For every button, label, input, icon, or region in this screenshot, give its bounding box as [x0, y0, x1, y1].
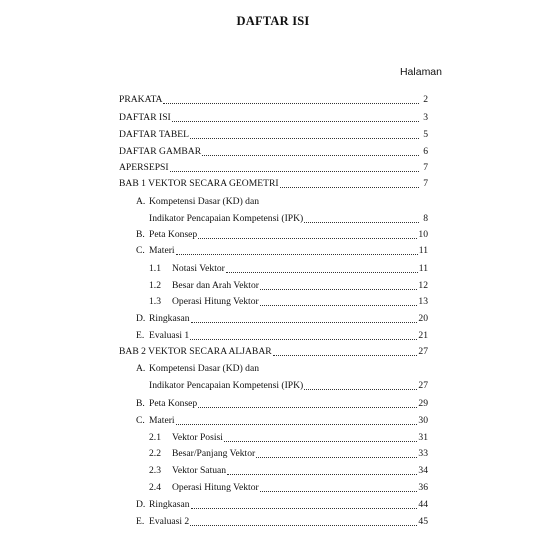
toc-entry-number: D.: [136, 499, 146, 510]
toc-entry-number: A.: [136, 196, 146, 207]
toc-entry-page: 8: [423, 213, 428, 224]
toc-entry-label: Materi: [149, 245, 175, 256]
toc-entry[interactable]: [136, 413, 428, 427]
toc-entry-page: 13: [418, 296, 428, 307]
toc-entry-label: DAFTAR ISI: [119, 112, 171, 123]
toc-entry-page: 6: [423, 146, 428, 157]
toc-entry[interactable]: [136, 361, 428, 375]
toc-entry-number: B.: [136, 398, 145, 409]
toc-entry-number: 2.1: [149, 432, 161, 443]
toc-entry-page: 2: [423, 94, 428, 105]
toc-entry-page: 11: [418, 263, 428, 274]
toc-entry[interactable]: [136, 243, 428, 257]
toc-entry-number: 2.4: [149, 482, 161, 493]
toc-entry-label: Evaluasi 2: [149, 516, 190, 527]
toc-entry-number: E.: [136, 330, 145, 341]
toc-entry[interactable]: [136, 227, 428, 241]
toc-entry[interactable]: [149, 480, 428, 494]
toc-entry-label: BAB 1 VEKTOR SECARA GEOMETRI: [119, 178, 279, 189]
toc-entry[interactable]: [119, 176, 428, 190]
toc-entry[interactable]: [149, 278, 428, 292]
toc-entry[interactable]: [136, 194, 428, 208]
toc-entry-page: 3: [423, 112, 428, 123]
toc-entry-page: 7: [423, 178, 428, 189]
toc-entry-label: Indikator Pencapaian Kompetensi (IPK): [149, 380, 304, 391]
toc-entry-number: 1.1: [149, 263, 161, 274]
toc-entry-page: 36: [418, 482, 428, 493]
toc-entry-page: 30: [418, 415, 428, 426]
toc-entry[interactable]: [119, 344, 428, 358]
toc-entry[interactable]: [149, 463, 428, 477]
toc-entry-page: 11: [418, 245, 428, 256]
toc-entry-label: BAB 2 VEKTOR SECARA ALJABAR: [119, 346, 272, 357]
toc-entry-label: Operasi Hitung Vektor: [172, 296, 259, 307]
toc-entry[interactable]: [149, 294, 428, 308]
page-title: DAFTAR ISI: [236, 14, 310, 28]
toc-entry-page: 27: [418, 380, 428, 391]
toc-entry[interactable]: [149, 430, 428, 444]
toc-entry-number: A.: [136, 363, 146, 374]
toc-entry-label: Peta Konsep: [149, 398, 198, 409]
toc-entry-page: 10: [418, 229, 428, 240]
toc-entry-number: B.: [136, 229, 145, 240]
toc-entry-page: 21: [418, 330, 428, 341]
toc-entry[interactable]: [149, 261, 428, 275]
toc-entry-page: 7: [423, 162, 428, 173]
page-column-label: Halaman: [399, 66, 442, 78]
toc-entry-page: 29: [418, 398, 428, 409]
toc-entry[interactable]: [136, 311, 428, 325]
toc-entry[interactable]: [119, 92, 428, 106]
toc-entry[interactable]: [149, 378, 428, 392]
toc-entry-label: Notasi Vektor: [172, 263, 225, 274]
toc-entry[interactable]: [119, 144, 428, 158]
toc-entry[interactable]: [149, 446, 428, 460]
toc-entry-label: Operasi Hitung Vektor: [172, 482, 259, 493]
toc-entry-page: 31: [418, 432, 428, 443]
toc-entry-label: PRAKATA: [119, 94, 163, 105]
toc-entry-number: 1.2: [149, 280, 161, 291]
toc-entry-number: C.: [136, 245, 145, 256]
toc-entry-label: Kompetensi Dasar (KD) dan: [149, 363, 260, 374]
toc-entry-label: Kompetensi Dasar (KD) dan: [149, 196, 260, 207]
toc-entry-label: Materi: [149, 415, 175, 426]
toc-entry-label: Besar/Panjang Vektor: [172, 448, 256, 459]
toc-entry-page: 20: [418, 313, 428, 324]
toc-entry-number: C.: [136, 415, 145, 426]
toc-entry-label: APERSEPSI: [119, 162, 169, 173]
toc-entry-page: 12: [418, 280, 428, 291]
toc-entry-label: Besar dan Arah Vektor: [172, 280, 259, 291]
toc-entry-number: 1.3: [149, 296, 161, 307]
toc-entry[interactable]: [136, 328, 428, 342]
toc-entry-label: Ringkasan: [149, 313, 190, 324]
toc-entry-number: 2.2: [149, 448, 161, 459]
toc-entry-page: 27: [418, 346, 428, 357]
toc-entry-label: Evaluasi 1: [149, 330, 190, 341]
toc-entry-number: E.: [136, 516, 145, 527]
toc-entry-label: Vektor Posisi: [172, 432, 223, 443]
toc-entry-page: 5: [423, 129, 428, 140]
toc-entry-label: DAFTAR TABEL: [119, 129, 189, 140]
toc-entry[interactable]: [136, 396, 428, 410]
toc-entry[interactable]: [119, 127, 428, 141]
toc-entry[interactable]: [119, 110, 428, 124]
toc-entry-label: Indikator Pencapaian Kompetensi (IPK): [149, 213, 304, 224]
toc-entry[interactable]: [136, 514, 428, 528]
toc-entry[interactable]: [136, 497, 428, 511]
toc-entry-number: 2.3: [149, 465, 161, 476]
toc-entry-number: D.: [136, 313, 146, 324]
toc-entry-label: Ringkasan: [149, 499, 190, 510]
toc-entry-page: 34: [418, 465, 428, 476]
toc-entry-label: Peta Konsep: [149, 229, 198, 240]
toc-entry-page: 45: [418, 516, 428, 527]
toc-entry-label: DAFTAR GAMBAR: [119, 146, 202, 157]
toc-entry[interactable]: [149, 211, 428, 225]
toc-entry-page: 33: [418, 448, 428, 459]
toc-entry-page: 44: [418, 499, 428, 510]
toc-entry[interactable]: [119, 160, 428, 174]
toc-entry-label: Vektor Satuan: [172, 465, 227, 476]
